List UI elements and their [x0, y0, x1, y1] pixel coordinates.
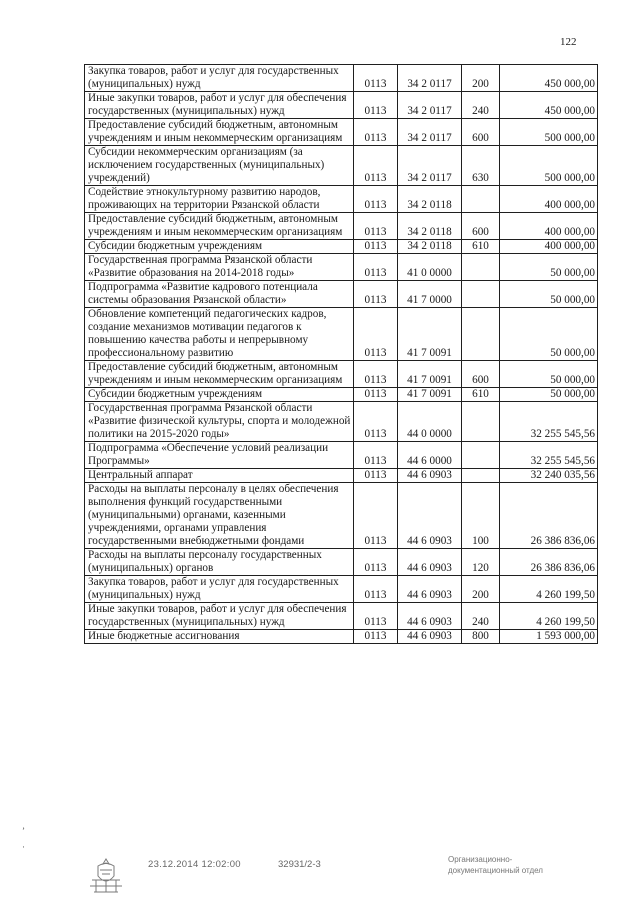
row-amount: 32 240 035,56	[500, 469, 598, 483]
row-amount: 4 260 199,50	[500, 603, 598, 630]
row-name: Иные закупки товаров, работ и услуг для обеспечения государственных (муниципальных) нужд	[85, 603, 354, 630]
table-row	[85, 630, 598, 644]
row-name: Субсидии бюджетным учреждениям	[85, 388, 354, 402]
row-section-code: 0113	[354, 213, 398, 240]
row-target-code: 34 2 0118	[398, 213, 462, 240]
table-row	[85, 92, 598, 119]
row-name: Субсидии некоммерческим организациям (за исключением государственных (муниципальных) учреждений)	[85, 146, 354, 186]
row-section-code: 0113	[354, 119, 398, 146]
print-timestamp: 23.12.2014 12:02:00	[148, 859, 241, 870]
row-section-code: 0113	[354, 254, 398, 281]
row-expense-type	[462, 281, 500, 308]
department-stamp-line1: Организационно-	[448, 855, 513, 864]
row-amount: 32 255 545,56	[500, 402, 598, 442]
row-section-code: 0113	[354, 402, 398, 442]
table-row	[85, 308, 598, 361]
row-target-code: 41 7 0000	[398, 281, 462, 308]
row-section-code: 0113	[354, 92, 398, 119]
budget-table	[84, 64, 598, 644]
table-row	[85, 388, 598, 402]
row-section-code: 0113	[354, 240, 398, 254]
row-section-code: 0113	[354, 469, 398, 483]
row-target-code: 44 6 0903	[398, 576, 462, 603]
row-amount: 50 000,00	[500, 308, 598, 361]
row-name: Государственная программа Рязанской области «Развитие физической культуры, спорта и молодежной политики на 2015-2020 годы»	[85, 402, 354, 442]
row-expense-type: 600	[462, 361, 500, 388]
margin-mark: ’	[22, 826, 25, 836]
row-section-code: 0113	[354, 483, 398, 549]
margin-mark: ·	[22, 842, 25, 852]
row-section-code: 0113	[354, 146, 398, 186]
row-section-code: 0113	[354, 442, 398, 469]
row-target-code: 44 0 0000	[398, 402, 462, 442]
row-expense-type: 120	[462, 549, 500, 576]
row-target-code: 44 6 0903	[398, 603, 462, 630]
row-target-code: 44 6 0903	[398, 549, 462, 576]
row-name: Расходы на выплаты персоналу в целях обеспечения выполнения функций государственными (муниципальными) органами, казенными учреждениями, органами управления государственными внебюджетными фондами	[85, 483, 354, 549]
document-number: 32931/2-3	[278, 859, 321, 870]
row-section-code: 0113	[354, 308, 398, 361]
row-section-code: 0113	[354, 576, 398, 603]
row-amount: 50 000,00	[500, 254, 598, 281]
row-target-code: 41 7 0091	[398, 308, 462, 361]
row-amount: 32 255 545,56	[500, 442, 598, 469]
table-row	[85, 254, 598, 281]
row-target-code: 44 6 0903	[398, 483, 462, 549]
row-amount: 50 000,00	[500, 388, 598, 402]
table-row	[85, 549, 598, 576]
table-row	[85, 240, 598, 254]
row-target-code: 34 2 0117	[398, 119, 462, 146]
row-target-code: 34 2 0117	[398, 146, 462, 186]
row-target-code: 34 2 0118	[398, 186, 462, 213]
table-row	[85, 442, 598, 469]
row-amount: 50 000,00	[500, 361, 598, 388]
row-amount: 450 000,00	[500, 92, 598, 119]
row-name: Подпрограмма «Развитие кадрового потенциала системы образования Рязанской области»	[85, 281, 354, 308]
row-expense-type: 630	[462, 146, 500, 186]
row-name: Предоставление субсидий бюджетным, автономным учреждениям и иным некоммерческим организациям	[85, 213, 354, 240]
page-number: 122	[560, 36, 577, 48]
table-row	[85, 186, 598, 213]
row-section-code: 0113	[354, 361, 398, 388]
row-section-code: 0113	[354, 65, 398, 92]
row-expense-type: 200	[462, 65, 500, 92]
document-footer	[0, 852, 640, 902]
row-target-code: 34 2 0118	[398, 240, 462, 254]
table-row	[85, 146, 598, 186]
coat-of-arms-icon	[86, 856, 126, 896]
table-row	[85, 213, 598, 240]
row-target-code: 44 6 0903	[398, 630, 462, 644]
budget-table-body	[85, 65, 598, 644]
row-name: Закупка товаров, работ и услуг для государственных (муниципальных) нужд	[85, 65, 354, 92]
row-target-code: 41 7 0091	[398, 388, 462, 402]
row-expense-type: 240	[462, 603, 500, 630]
row-name: Предоставление субсидий бюджетным, автономным учреждениям и иным некоммерческим организациям	[85, 361, 354, 388]
row-amount: 400 000,00	[500, 240, 598, 254]
table-row	[85, 402, 598, 442]
row-target-code: 44 6 0000	[398, 442, 462, 469]
row-target-code: 41 0 0000	[398, 254, 462, 281]
department-stamp-line2: документационный отдел	[448, 866, 543, 875]
row-expense-type	[462, 469, 500, 483]
row-section-code: 0113	[354, 281, 398, 308]
row-expense-type: 200	[462, 576, 500, 603]
table-row	[85, 281, 598, 308]
row-name: Расходы на выплаты персоналу государственных (муниципальных) органов	[85, 549, 354, 576]
row-name: Иные закупки товаров, работ и услуг для обеспечения государственных (муниципальных) нужд	[85, 92, 354, 119]
row-target-code: 44 6 0903	[398, 469, 462, 483]
row-amount: 50 000,00	[500, 281, 598, 308]
row-name: Обновление компетенций педагогических кадров, создание механизмов мотивации педагогов к повышению качества работы и непрерывному профессиональному развитию	[85, 308, 354, 361]
row-expense-type: 610	[462, 240, 500, 254]
row-expense-type: 800	[462, 630, 500, 644]
table-row	[85, 361, 598, 388]
row-expense-type	[462, 254, 500, 281]
row-name: Иные бюджетные ассигнования	[85, 630, 354, 644]
table-row	[85, 483, 598, 549]
table-row	[85, 469, 598, 483]
row-expense-type	[462, 442, 500, 469]
row-target-code: 41 7 0091	[398, 361, 462, 388]
row-amount: 400 000,00	[500, 186, 598, 213]
row-section-code: 0113	[354, 549, 398, 576]
row-name: Предоставление субсидий бюджетным, автономным учреждениям и иным некоммерческим организациям	[85, 119, 354, 146]
row-section-code: 0113	[354, 186, 398, 213]
department-stamp	[448, 854, 543, 876]
row-name: Государственная программа Рязанской области «Развитие образования на 2014-2018 годы»	[85, 254, 354, 281]
row-expense-type	[462, 308, 500, 361]
row-expense-type: 610	[462, 388, 500, 402]
row-name: Центральный аппарат	[85, 469, 354, 483]
row-expense-type: 240	[462, 92, 500, 119]
table-row	[85, 603, 598, 630]
table-row	[85, 119, 598, 146]
row-amount: 26 386 836,06	[500, 483, 598, 549]
table-row	[85, 576, 598, 603]
row-amount: 1 593 000,00	[500, 630, 598, 644]
row-expense-type: 600	[462, 213, 500, 240]
row-target-code: 34 2 0117	[398, 65, 462, 92]
row-expense-type	[462, 402, 500, 442]
row-name: Подпрограмма «Обеспечение условий реализации Программы»	[85, 442, 354, 469]
row-amount: 500 000,00	[500, 146, 598, 186]
row-amount: 26 386 836,06	[500, 549, 598, 576]
row-section-code: 0113	[354, 388, 398, 402]
row-name: Закупка товаров, работ и услуг для государственных (муниципальных) нужд	[85, 576, 354, 603]
row-expense-type: 600	[462, 119, 500, 146]
row-expense-type: 100	[462, 483, 500, 549]
row-target-code: 34 2 0117	[398, 92, 462, 119]
row-amount: 4 260 199,50	[500, 576, 598, 603]
row-name: Субсидии бюджетным учреждениям	[85, 240, 354, 254]
row-section-code: 0113	[354, 603, 398, 630]
row-name: Содействие этнокультурному развитию народов, проживающих на территории Рязанской области	[85, 186, 354, 213]
table-row	[85, 65, 598, 92]
row-amount: 500 000,00	[500, 119, 598, 146]
row-expense-type	[462, 186, 500, 213]
row-section-code: 0113	[354, 630, 398, 644]
row-amount: 400 000,00	[500, 213, 598, 240]
row-amount: 450 000,00	[500, 65, 598, 92]
